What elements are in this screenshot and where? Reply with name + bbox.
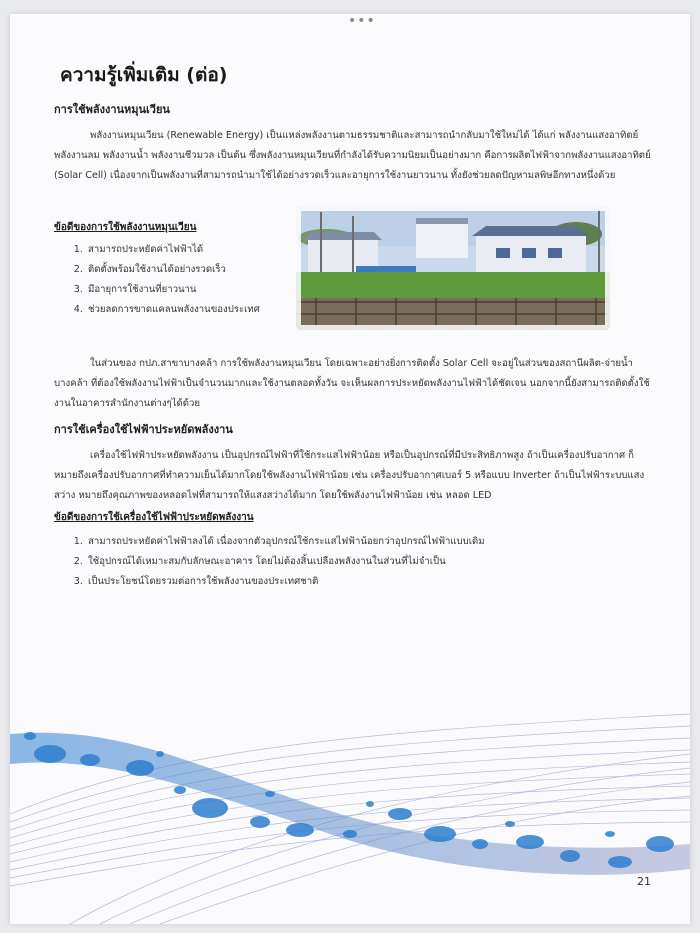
list-item: 2. ใช้อุปกรณ์ได้เหมาะสมกับลักษณะอาคาร โดยไม่ต้องสิ้นเปลืองพลังงานในส่วนที่ไม่จำเป็น — [86, 552, 485, 572]
list-item: 2. ติดตั้งพร้อมใช้งานได้อย่างรวดเร็ว — [86, 260, 260, 280]
renewable-advantages-list — [72, 240, 260, 320]
appliances-advantages-heading: ข้อดีของการใช้เครื่องใช้ไฟฟ้าประหยัดพลังงาน — [54, 512, 254, 523]
list-item: 3. เป็นประโยชน์โดยรวมต่อการใช้พลังงานของประเทศชาติ — [86, 572, 485, 592]
water-wave-decoration — [10, 694, 690, 924]
appliances-advantages-list — [72, 532, 485, 592]
list-item: 1. สามารถประหยัดค่าไฟฟ้าได้ — [86, 240, 260, 260]
section-heading-renewable: การใช้พลังงานหมุนเวียน — [54, 103, 170, 116]
more-options-icon[interactable]: ••• — [348, 14, 376, 29]
renewable-paragraph: พลังงานหมุนเวียน (Renewable Energy) เป็นแหล่งพลังงานตามธรรมชาติและสามารถนำกลับมาใช้ใหม่ได้ ได้แก่ พลังงานแสงอาทิตย์ พลังงานลม พลังงานน้ำ พลังงานชีวมวล เป็นต้น ซึ่งพลังงานหมุนเวียนที่กำลังได้รับความนิยมเป็นอย่างมาก คือการผลิตไฟฟ้าจากพลังงานแสงอาทิตย์ (Solar Cell) เนื่องจากเป็นพลังงานที่สามารถนำมาใช้ได้อย่างรวดเร็วและอายุการใช้งานยาวนาน ทั้งยังช่วยลดปัญหามลพิษอีกทางหนึ่งด้วย — [54, 130, 651, 181]
list-item: 3. มีอายุการใช้งานที่ยาวนาน — [86, 280, 260, 300]
page-number: 21 — [637, 875, 651, 888]
renewable-advantages-heading: ข้อดีของการใช้พลังงานหมุนเวียน — [54, 222, 197, 233]
list-item: 1. สามารถประหยัดค่าไฟฟ้าลงได้ เนื่องจากตัวอุปกรณ์ใช้กระแสไฟฟ้าน้อยกว่าอุปกรณ์ไฟฟ้าแบบเดิม — [86, 532, 485, 552]
list-item: 4. ช่วยลดการขาดแคลนพลังงานของประเทศ — [86, 300, 260, 320]
branch-paragraph: ในส่วนของ กปภ.สาขาบางคล้า การใช้พลังงานหมุนเวียน โดยเฉพาะอย่างยิ่งการติดตั้ง Solar Cell จะอยู่ในส่วนของสถานีผลิต-จ่ายน้ำบางคล้า ที่ต้องใช้พลังงานไฟฟ้าเป็นจำนวนมากและใช้งานตลอดทั้งวัน จะเห็นผลการประหยัดพลังงานไฟฟ้าได้ชัดเจน นอกจากนี้ยังสามารถติดตั้งใช้งานในอาคารสำนักงานต่างๆได้ด้วย — [54, 358, 650, 409]
solar-station-photo — [296, 206, 610, 330]
page-title: ความรู้เพิ่มเติม (ต่อ) — [60, 64, 228, 86]
section-heading-appliances: การใช้เครื่องใช้ไฟฟ้าประหยัดพลังงาน — [54, 423, 233, 436]
appliances-paragraph: เครื่องใช้ไฟฟ้าประหยัดพลังงาน เป็นอุปกรณ์ไฟฟ้าที่ใช้กระแสไฟฟ้าน้อย หรือเป็นอุปกรณ์ที่มีประสิทธิภาพสูง ถ้าเป็นเครื่องปรับอากาศ ก็หมายถึงเครื่องปรับอากาศที่ทำความเย็นได้มากโดยใช้พลังงานไฟฟ้าน้อย เช่น เครื่องปรับอากาศเบอร์ 5 หรือแบบ Inverter ถ้าเป็นไฟฟ้าระบบแสงสว่าง หมายถึงคุณภาพของหลอดไฟที่สามารถให้แสงสว่างได้มาก โดยใช้พลังงานไฟฟ้าน้อย เช่น หลอด LED — [54, 450, 645, 501]
document-page — [10, 14, 690, 924]
